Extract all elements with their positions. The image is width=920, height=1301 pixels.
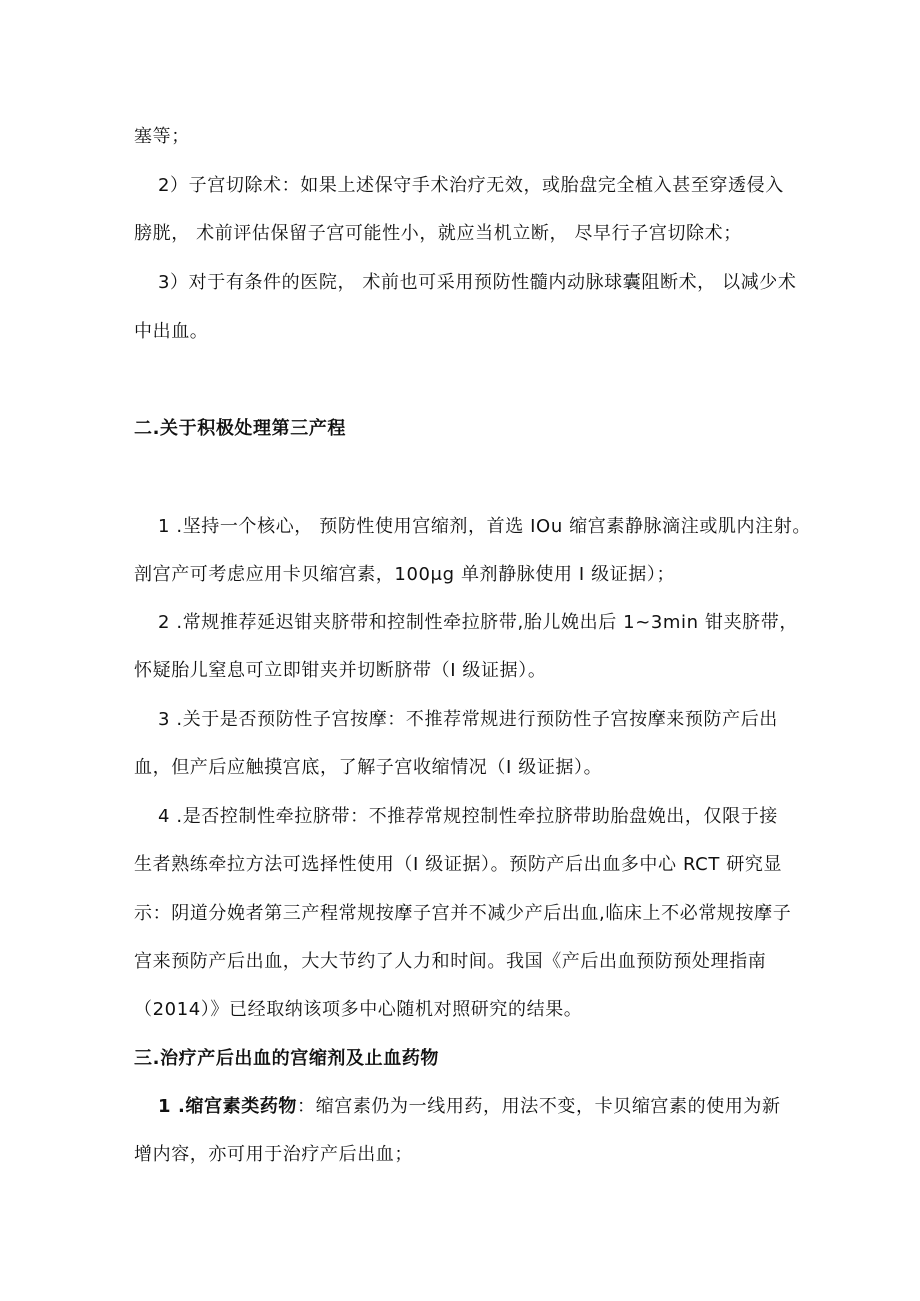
- section-2-item-4-line-1: 4 .是否控制性牵拉脐带：不推荐常规控制性牵拉脐带助胎盘娩出，仅限于接: [158, 806, 778, 827]
- section-2-item-4-line-3: 示：阴道分娩者第三产程常规按摩子宫并不减少产后出血,临床上不必常规按摩子: [134, 903, 792, 924]
- list-item-2-line-1: 2）子宫切除术：如果上述保守手术治疗无效，或胎盘完全植入甚至穿透侵入: [158, 175, 784, 196]
- list-item-3-line-2: 中出血。: [134, 321, 209, 342]
- item-text: ：缩宫素仍为一线用药，用法不变，卡贝缩宫素的使用为新: [297, 1096, 781, 1117]
- item-number: 1: [158, 1096, 172, 1117]
- section-2-item-3-line-1: 3 .关于是否预防性子宫按摩：不推荐常规进行预防性子宫按摩来预防产后出: [158, 709, 778, 730]
- section-2-item-4-line-2: 生者熟练牵拉方法可选择性使用（I 级证据）。预防产后出血多中心 RCT 研究显: [134, 854, 783, 875]
- section-2-item-2-line-1: 2 .常规推荐延迟钳夹脐带和控制性牵拉脐带,胎儿娩出后 1~3min 钳夹脐带，: [158, 612, 798, 633]
- item-title: .缩宫素类药物: [171, 1096, 298, 1117]
- section-2-item-2-line-2: 怀疑胎儿窒息可立即钳夹并切断脐带（I 级证据）。: [134, 660, 547, 681]
- section-2-item-4-line-4: 宫来预防产后出血，大大节约了人力和时间。我国《产后出血预防预处理指南: [134, 951, 767, 972]
- section-3-item-1-line-1: [158, 1095, 781, 1119]
- section-2-item-3-line-2: 血，但产后应触摸宫底，了解子宫收缩情况（I 级证据）。: [134, 757, 603, 778]
- list-item-3-line-1: 3）对于有条件的医院， 术前也可采用预防性髓内动脉球囊阻断术， 以减少术: [158, 272, 797, 293]
- section-2-item-1-line-1: 1 .坚持一个核心， 预防性使用宫缩剂，首选 IOu 缩宫素静脉滴注或肌内注射。: [158, 516, 811, 537]
- section-2-item-1-line-2: 剖宫产可考虑应用卡贝缩宫素，100μg 单剂静脉使用 I 级证据）；: [134, 564, 676, 585]
- list-item-2-line-2: 膀胱， 术前评估保留子宫可能性小，就应当机立断， 尽早行子宫切除术；: [134, 223, 742, 244]
- section-heading-2: 二.关于积极处理第三产程: [134, 418, 347, 439]
- section-heading-3: 三.治疗产后出血的宫缩剂及止血药物: [134, 1048, 440, 1069]
- section-3-item-1-line-2: 增内容，亦可用于治疗产后出血；: [134, 1144, 413, 1165]
- section-2-item-4-line-5: （2014）》已经取纳该项多中心随机对照研究的结果。: [134, 999, 583, 1020]
- paragraph-line: 塞等；: [134, 126, 190, 147]
